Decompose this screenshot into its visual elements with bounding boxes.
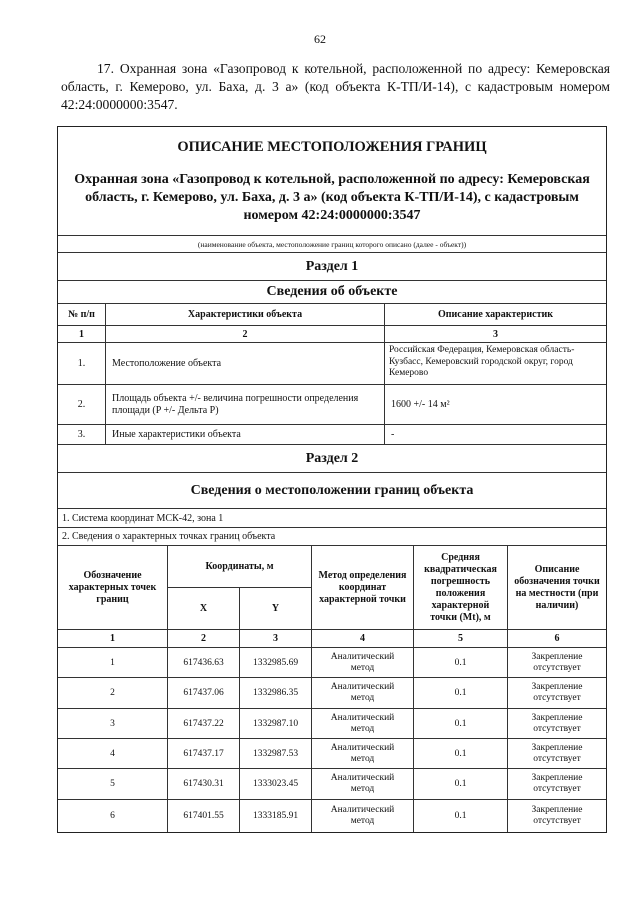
object-name: Охранная зона «Газопровод к котельной, расположенной по адресу: Кемеровская область, г. Кемерово, ул. Баха, д. 3 а» (код объекта К-ТП/И-14), с кадастровым номером 42:24:0000000:3547 bbox=[74, 172, 590, 223]
table-row bbox=[58, 385, 606, 425]
point-row bbox=[58, 739, 606, 769]
point-marker: Закрепление отсутствует bbox=[531, 651, 583, 673]
point-x: 617430.31 bbox=[168, 769, 240, 799]
object-note: (наименование объекта, местоположение границ которого описано (далее - объект)) bbox=[58, 236, 606, 253]
point-method: Аналитический метод bbox=[312, 739, 414, 768]
col-point-header: Обозначение характерных точек границ bbox=[58, 546, 168, 630]
point-mt: 0.1 bbox=[414, 800, 508, 832]
col-description-header: Описание характеристик bbox=[437, 309, 554, 320]
col-method-header: Метод определения координат характерной точки bbox=[312, 546, 414, 630]
col-characteristic-header: Характеристики объекта bbox=[106, 304, 385, 325]
point-method: Аналитический метод bbox=[312, 678, 414, 708]
col-accuracy-header: Средняя квадратическая погрешность положения характерной точки (Mt), м bbox=[414, 546, 508, 630]
point-y: 1332985.69 bbox=[240, 648, 312, 677]
boundary-description-document bbox=[57, 126, 607, 833]
point-method: Аналитический метод bbox=[312, 800, 414, 832]
point-y: 1332986.35 bbox=[240, 678, 312, 708]
point-id: 6 bbox=[58, 800, 168, 832]
point-id: 4 bbox=[58, 739, 168, 768]
document-title: ОПИСАНИЕ МЕСТОПОЛОЖЕНИЯ ГРАНИЦ bbox=[177, 139, 487, 155]
point-y: 1333185.91 bbox=[240, 800, 312, 832]
colnum-4: 4 bbox=[312, 630, 414, 647]
section2-subtitle: Сведения о местоположении границ объекта bbox=[58, 473, 606, 509]
colnum-1: 1 bbox=[58, 326, 106, 342]
row-characteristic: Местоположение объекта bbox=[106, 343, 385, 384]
point-x: 617401.55 bbox=[168, 800, 240, 832]
points-caption: 2. Сведения о характерных точках границ объекта bbox=[58, 528, 606, 546]
row-number: 3. bbox=[58, 425, 106, 444]
section1-colnum-row bbox=[58, 326, 606, 343]
point-mt: 0.1 bbox=[414, 648, 508, 677]
table-row bbox=[58, 425, 606, 445]
section1-title: Раздел 1 bbox=[58, 253, 606, 281]
section1-header-row bbox=[58, 304, 606, 326]
point-marker: Закрепление отсутствует bbox=[531, 712, 583, 734]
point-id: 2 bbox=[58, 678, 168, 708]
coordinate-system: 1. Система координат МСК-42, зона 1 bbox=[58, 509, 606, 528]
row-characteristic: Площадь объекта +/- величина погрешности определения площади (P +/- Дельта P) bbox=[106, 385, 385, 424]
point-mt: 0.1 bbox=[414, 678, 508, 708]
col-y-header: Y bbox=[240, 588, 312, 630]
colnum-6: 6 bbox=[554, 633, 560, 644]
intro-number: 17. bbox=[97, 61, 114, 76]
point-method: Аналитический метод bbox=[312, 648, 414, 677]
colnum-3: 3 bbox=[240, 630, 312, 647]
point-marker: Закрепление отсутствует bbox=[531, 805, 583, 826]
point-method: Аналитический метод bbox=[312, 709, 414, 738]
colnum-5: 5 bbox=[414, 630, 508, 647]
document-header bbox=[58, 127, 606, 236]
section2-header bbox=[58, 546, 606, 630]
row-characteristic: Иные характеристики объекта bbox=[106, 425, 385, 444]
point-y: 1332987.53 bbox=[240, 739, 312, 768]
point-y: 1332987.10 bbox=[240, 709, 312, 738]
point-marker: Закрепление отсутствует bbox=[531, 773, 583, 794]
point-row bbox=[58, 678, 606, 709]
colnum-2: 2 bbox=[106, 326, 385, 342]
point-method: Аналитический метод bbox=[312, 769, 414, 799]
point-mt: 0.1 bbox=[414, 709, 508, 738]
point-x: 617437.22 bbox=[168, 709, 240, 738]
point-y: 1333023.45 bbox=[240, 769, 312, 799]
section1-subtitle: Сведения об объекте bbox=[58, 281, 606, 304]
point-row bbox=[58, 648, 606, 678]
section2-title: Раздел 2 bbox=[58, 445, 606, 473]
intro-text: Охранная зона «Газопровод к котельной, расположенной по адресу: Кемеровская область, г. Кемерово, ул. Баха, д. 3 а» (код объекта К-ТП/И-14), с кадастровым номером 42:24:0000000:3547. bbox=[61, 61, 611, 112]
row-description: 1600 +/- 14 м² bbox=[391, 399, 450, 410]
point-marker: Закрепление отсутствует bbox=[531, 742, 583, 764]
point-row bbox=[58, 709, 606, 739]
colnum-2: 2 bbox=[168, 630, 240, 647]
colnum-1: 1 bbox=[58, 630, 168, 647]
point-id: 1 bbox=[58, 648, 168, 677]
point-mt: 0.1 bbox=[414, 769, 508, 799]
section2-colnum-row bbox=[58, 630, 606, 648]
point-id: 5 bbox=[58, 769, 168, 799]
col-number-header: № п/п bbox=[58, 304, 106, 325]
point-row bbox=[58, 769, 606, 800]
page-number: 62 bbox=[314, 32, 326, 46]
col-x-header: X bbox=[168, 588, 240, 630]
col-coords-header: Координаты, м bbox=[168, 546, 312, 588]
point-x: 617437.17 bbox=[168, 739, 240, 768]
point-marker: Закрепление отсутствует bbox=[531, 682, 583, 703]
point-x: 617436.63 bbox=[168, 648, 240, 677]
row-description: - bbox=[391, 429, 395, 440]
point-mt: 0.1 bbox=[414, 739, 508, 768]
point-x: 617437.06 bbox=[168, 678, 240, 708]
intro-paragraph bbox=[61, 60, 610, 114]
row-number: 1. bbox=[58, 343, 106, 384]
row-number: 2. bbox=[58, 385, 106, 424]
col-marker-header: Описание обозначения точки на местности (при наличии) bbox=[508, 546, 606, 630]
point-row bbox=[58, 800, 606, 832]
table-row bbox=[58, 343, 606, 385]
colnum-3: 3 bbox=[493, 328, 498, 340]
row-description: Российская Федерация, Кемеровская область-Кузбасс, Кемеровский городской округ, город Кемерово bbox=[389, 345, 575, 378]
point-id: 3 bbox=[58, 709, 168, 738]
